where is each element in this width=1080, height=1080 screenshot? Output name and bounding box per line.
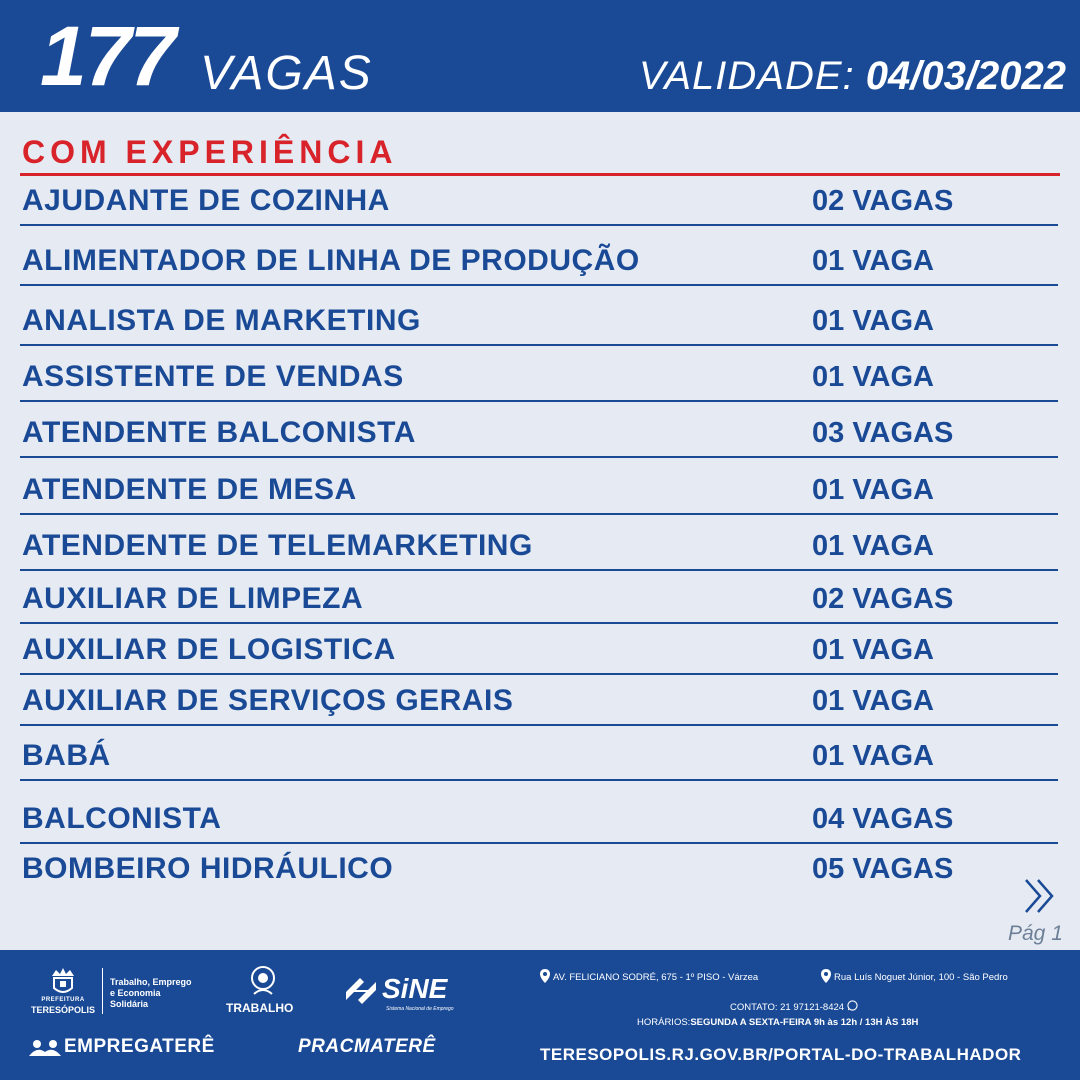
job-vacancies: 01 VAGA: [812, 740, 934, 772]
vacancy-total: 177: [40, 9, 175, 103]
prefeitura-label: PREFEITURA: [41, 997, 85, 1003]
job-vacancies: 03 VAGAS: [812, 417, 954, 449]
job-title: ATENDENTE BALCONISTA: [22, 416, 416, 449]
page-number: Pág 1: [1008, 922, 1063, 945]
job-vacancies: 04 VAGAS: [812, 803, 954, 835]
header-banner: [0, 0, 1080, 112]
logo-divider: [102, 968, 103, 1014]
job-vacancies: 01 VAGA: [812, 474, 934, 506]
sine-label: SiNE: [382, 973, 448, 1004]
job-title: ANALISTA DE MARKETING: [22, 304, 421, 337]
job-row: [0, 675, 1080, 726]
opening-hours: [637, 1017, 918, 1028]
portal-url[interactable]: TERESOPOLIS.RJ.GOV.BR/PORTAL-DO-TRABALHADOR: [540, 1045, 1022, 1064]
job-row: [0, 402, 1080, 458]
empregatere-label: EMPREGATERÊ: [64, 1036, 215, 1057]
job-row: [0, 571, 1080, 624]
job-row: [0, 624, 1080, 675]
sine-subtitle: Sistema Nacional de Emprego: [386, 1006, 454, 1012]
job-title: AUXILIAR DE LIMPEZA: [22, 582, 364, 615]
job-vacancies: 01 VAGA: [812, 530, 934, 562]
contact-text: CONTATO: 21 97121-8424: [730, 1002, 845, 1013]
job-title: ATENDENTE DE TELEMARKETING: [22, 529, 533, 562]
whatsapp-icon: [847, 1000, 858, 1011]
section-title: COM EXPERIÊNCIA: [22, 134, 398, 170]
trabalho-emblem-icon: [248, 964, 278, 1000]
job-title: AUXILIAR DE LOGISTICA: [22, 633, 396, 666]
address-secondary: Rua Luís Noguet Júnior, 100 - São Pedro: [834, 972, 1008, 983]
job-row: [0, 346, 1080, 402]
job-vacancies: 02 VAGAS: [812, 185, 954, 217]
job-row: [0, 176, 1080, 226]
job-row: [0, 458, 1080, 515]
location-pin-icon: [821, 969, 831, 983]
job-row: [0, 844, 1080, 894]
contact-phone: [730, 1000, 858, 1013]
job-list: [0, 176, 1080, 894]
job-title: ASSISTENTE DE VENDAS: [22, 360, 404, 393]
job-row: [0, 781, 1080, 844]
job-row: [0, 726, 1080, 781]
job-vacancies: 01 VAGA: [812, 685, 934, 717]
chevron-double-right-icon[interactable]: [1018, 874, 1062, 918]
job-title: ATENDENTE DE MESA: [22, 473, 357, 506]
sine-logo-icon: [344, 976, 378, 1006]
validity: [639, 48, 1066, 104]
job-title: AJUDANTE DE COZINHA: [22, 184, 390, 217]
job-title: ALIMENTADOR DE LINHA DE PRODUÇÃO: [22, 244, 640, 277]
job-title: AUXILIAR DE SERVIÇOS GERAIS: [22, 684, 514, 717]
job-title: BALCONISTA: [22, 802, 222, 835]
secretaria-line3: Solidária: [110, 999, 149, 1009]
location-pin-icon: [540, 969, 550, 983]
job-row: [0, 515, 1080, 571]
trabalho-label: TRABALHO: [226, 1001, 294, 1015]
secretaria-line2: e Economia: [110, 988, 161, 998]
job-row: [0, 226, 1080, 286]
vacancy-label: VAGAS: [200, 47, 373, 100]
job-vacancies: 01 VAGA: [812, 634, 934, 666]
handshake-icon: [28, 1038, 62, 1058]
validity-date: 04/03/2022: [865, 54, 1066, 98]
job-vacancies: 01 VAGA: [812, 245, 934, 277]
job-row: [0, 286, 1080, 346]
city-crest-icon: [48, 966, 78, 996]
job-vacancies: 02 VAGAS: [812, 583, 954, 615]
job-vacancies: 05 VAGAS: [812, 853, 954, 885]
job-vacancies: 01 VAGA: [812, 361, 934, 393]
hours-value: SEGUNDA A SEXTA-FEIRA 9h às 12h / 13H ÀS 18H: [690, 1017, 919, 1028]
job-title: BOMBEIRO HIDRÁULICO: [22, 852, 394, 885]
job-vacancies: 01 VAGA: [812, 305, 934, 337]
job-title: BABÁ: [22, 739, 111, 772]
prefeitura-city: TERESÓPOLIS: [30, 1005, 95, 1015]
hours-label: HORÁRIOS:: [637, 1017, 691, 1028]
address-primary: AV. FELICIANO SODRÉ, 675 - 1º PISO - Várzea: [553, 972, 759, 983]
secretaria-line1: Trabalho, Emprego: [110, 977, 192, 987]
footer: [0, 950, 1080, 1080]
validity-label: VALIDADE:: [638, 54, 855, 98]
pracmatere-label: PRACMATERÊ: [298, 1036, 436, 1057]
